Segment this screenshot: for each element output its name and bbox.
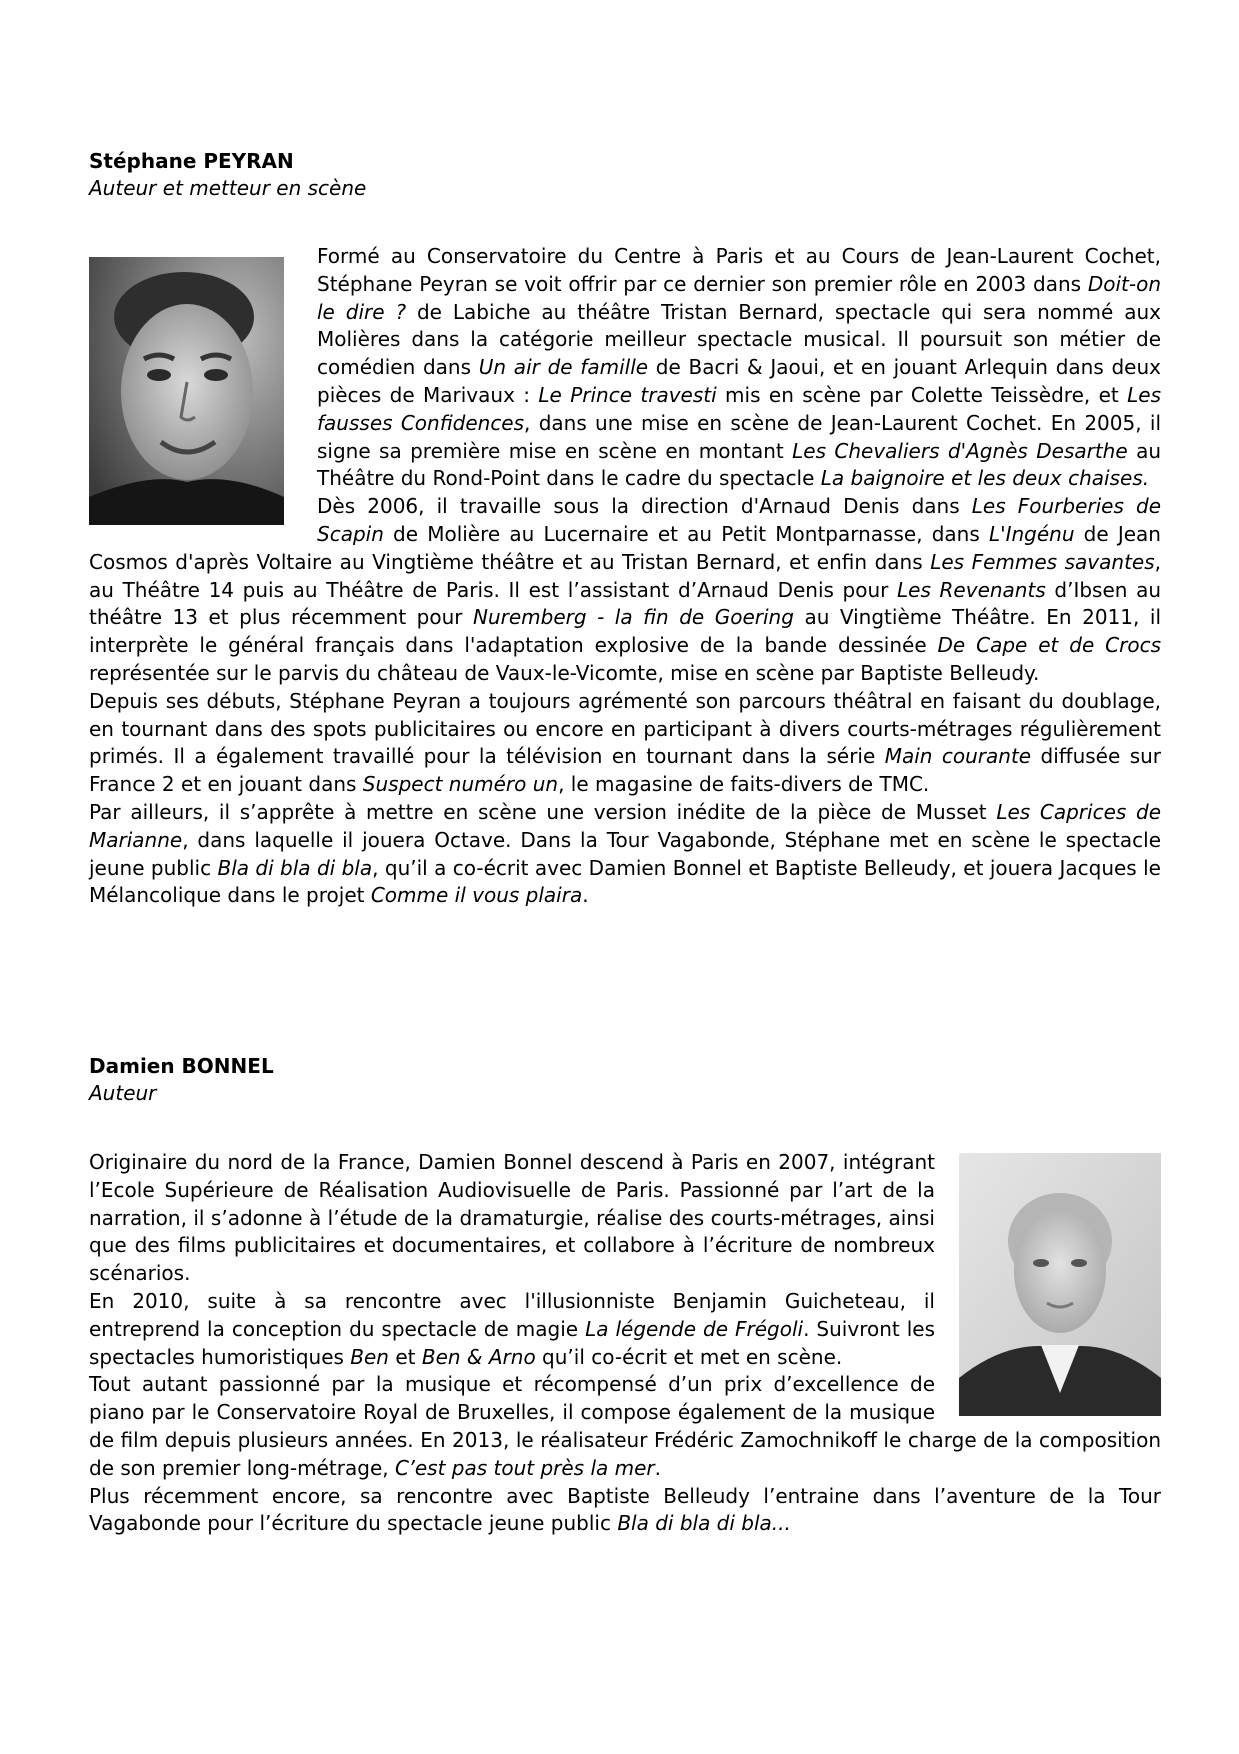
person-name: Stéphane PEYRAN xyxy=(89,149,294,173)
italic-title: Comme il vous plaira xyxy=(370,883,583,908)
text-run: Par ailleurs, il s’apprête à mettre en scène une version inédite de la pièce de Musset xyxy=(89,799,997,824)
italic-title: Les Revenants xyxy=(897,577,1046,602)
text-run: qu’il co-écrit et met en scène. xyxy=(535,1344,843,1369)
italic-title: Suspect numéro un xyxy=(362,772,559,797)
text-run: représentée sur le parvis du château de Vaux-le-Vicomte, mise en scène par Baptiste Belleudy. xyxy=(89,660,1040,685)
text-run: , au Théâtre 14 puis au Théâtre de Paris. Il est l’assistant d’Arnaud Denis pour xyxy=(89,549,1161,602)
text-run: au Théâtre du Rond-Point dans le cadre du spectacle xyxy=(317,438,1161,491)
person-role: Auteur xyxy=(89,1081,157,1105)
text-run: d’Ibsen au théâtre 13 et plus récemment pour xyxy=(89,577,1162,630)
text-run: , dans laquelle il jouera Octave. Dans la Tour Vagabonde, Stéphane met en scène le spectacle jeune public xyxy=(89,827,1161,880)
italic-title: La légende de Frégoli xyxy=(585,1316,804,1341)
text-run: au Vingtième Théâtre. En 2011, il interprète le général français dans l'adaptation explosive de la bande dessinée xyxy=(89,605,1161,658)
text-run: , dans une mise en scène de Jean-Laurent Cochet. En 2005, il signe sa première mise en scène en montant xyxy=(317,410,1162,463)
italic-title: Le Prince travesti xyxy=(538,382,717,407)
text-run: . xyxy=(654,1455,661,1480)
italic-title: Les Fourberies de Scapin xyxy=(317,494,1161,546)
text-run: Formé au Conservatoire du Centre à Paris et au Cours de Jean-Laurent Cochet, Stéphane Peyran se voit offrir par ce dernier son premier rôle en 2003 dans xyxy=(317,244,1161,296)
text-run: Plus récemment encore, sa rencontre avec Baptiste Belleudy l’entraine dans l’aventure de la Tour Vagabonde pour l’écriture du spectacle jeune public xyxy=(89,1483,1161,1536)
text-run: Tout autant passionné par la musique et récompensé d’un prix d’excellence de piano par le Conservatoire Royal de Bruxelles, il compose également de la musique de film depuis plusieurs années. En 2013, le réalisateur Frédéric Zamochnikoff le charge de la composition de son premier long-métrage, xyxy=(89,1372,1161,1480)
italic-title: L'Ingénu xyxy=(988,521,1075,546)
italic-title: De Cape et de Crocs xyxy=(937,633,1161,658)
text-run: mis en scène par Colette Teissèdre, et xyxy=(716,382,1128,407)
text-run: de Molière au Lucernaire et au Petit Montparnasse, dans xyxy=(383,521,989,546)
portrait-photo xyxy=(959,1153,1161,1416)
italic-title: Ben xyxy=(350,1344,389,1369)
text-run: , le magasine de faits-divers de TMC. xyxy=(558,772,930,797)
bio-paragraph xyxy=(89,799,1161,910)
bio-damien-bonnel xyxy=(89,1053,1161,1538)
italic-title: C’est pas tout près la mer xyxy=(394,1455,655,1480)
person-role: Auteur et metteur en scène xyxy=(89,176,367,200)
text-run: Dès 2006, il travaille sous la direction d'Arnaud Denis dans xyxy=(317,494,972,519)
text-run: de Bacri & Jaoui, et en jouant Arlequin dans deux pièces de Marivaux : xyxy=(317,355,1161,407)
text-run: Originaire du nord de la France, Damien Bonnel descend à Paris en 2007, intégrant l’Ecole Supérieure de Réalisation Audiovisuelle de Paris. Passionné par l’art de la narration, il s’adonne à l’étude de la dramaturgie, réalise des courts-métrages, ainsi que des films publicitaires et documentaires, et collabore à l’écriture de nombreux scénarios. xyxy=(89,1150,935,1286)
text-run: , qu’il a co-écrit avec Damien Bonnel et Baptiste Belleudy, et jouera Jacques le Mélancolique dans le projet xyxy=(89,855,1161,908)
bio-paragraph xyxy=(89,688,1161,799)
portrait-photo xyxy=(89,257,284,525)
bio-stephane-peyran xyxy=(89,148,1161,910)
italic-title: Les Caprices de Marianne xyxy=(89,799,1161,852)
text-run: de Jean Cosmos d'après Voltaire au Vingtième théâtre et au Tristan Bernard, et enfin dans xyxy=(89,521,1161,574)
italic-title: Nuremberg - la fin de Goering xyxy=(473,605,794,630)
italic-title: Bla di bla di bla xyxy=(217,855,373,880)
portrait-stephane-photo xyxy=(89,257,284,525)
person-name: Damien BONNEL xyxy=(89,1054,274,1078)
italic-title: Les fausses Confidences xyxy=(317,382,1161,435)
text-run: diffusée sur France 2 et en jouant dans xyxy=(89,744,1162,797)
italic-title: Bla di bla di bla... xyxy=(617,1511,791,1536)
italic-title: Ben & Arno xyxy=(421,1344,536,1369)
italic-title: Un air de famille xyxy=(478,355,649,380)
bio-paragraph xyxy=(89,1483,1161,1539)
text-run: et xyxy=(388,1344,422,1369)
text-run: de Labiche au théâtre Tristan Bernard, spectacle qui sera nommé aux Molières dans la catégorie meilleur spectacle musical. Il poursuit son métier de comédien dans xyxy=(317,299,1161,380)
italic-title: Doit-on le dire ? xyxy=(317,271,1161,324)
italic-title: Les Femmes savantes xyxy=(930,549,1155,574)
text-run: Depuis ses débuts, Stéphane Peyran a toujours agrémenté son parcours théâtral en faisant du doublage, en tournant dans des spots publicitaires ou encore en participant à divers courts-métrages régulièrement primés. Il a également travaillé pour la télévision en tournant dans la série xyxy=(89,688,1161,769)
text-run: . xyxy=(582,883,589,908)
italic-title: Les Chevaliers d'Agnès Desarthe xyxy=(792,438,1128,463)
portrait-damien-photo xyxy=(959,1153,1161,1416)
italic-title: La baignoire et les deux chaises. xyxy=(820,466,1150,491)
text-run: En 2010, suite à sa rencontre avec l'illusionniste Benjamin Guicheteau, il entreprend la conception du spectacle de magie xyxy=(89,1288,935,1341)
text-run: . Suivront les spectacles humoristiques xyxy=(89,1316,936,1369)
italic-title: Main courante xyxy=(884,744,1032,769)
